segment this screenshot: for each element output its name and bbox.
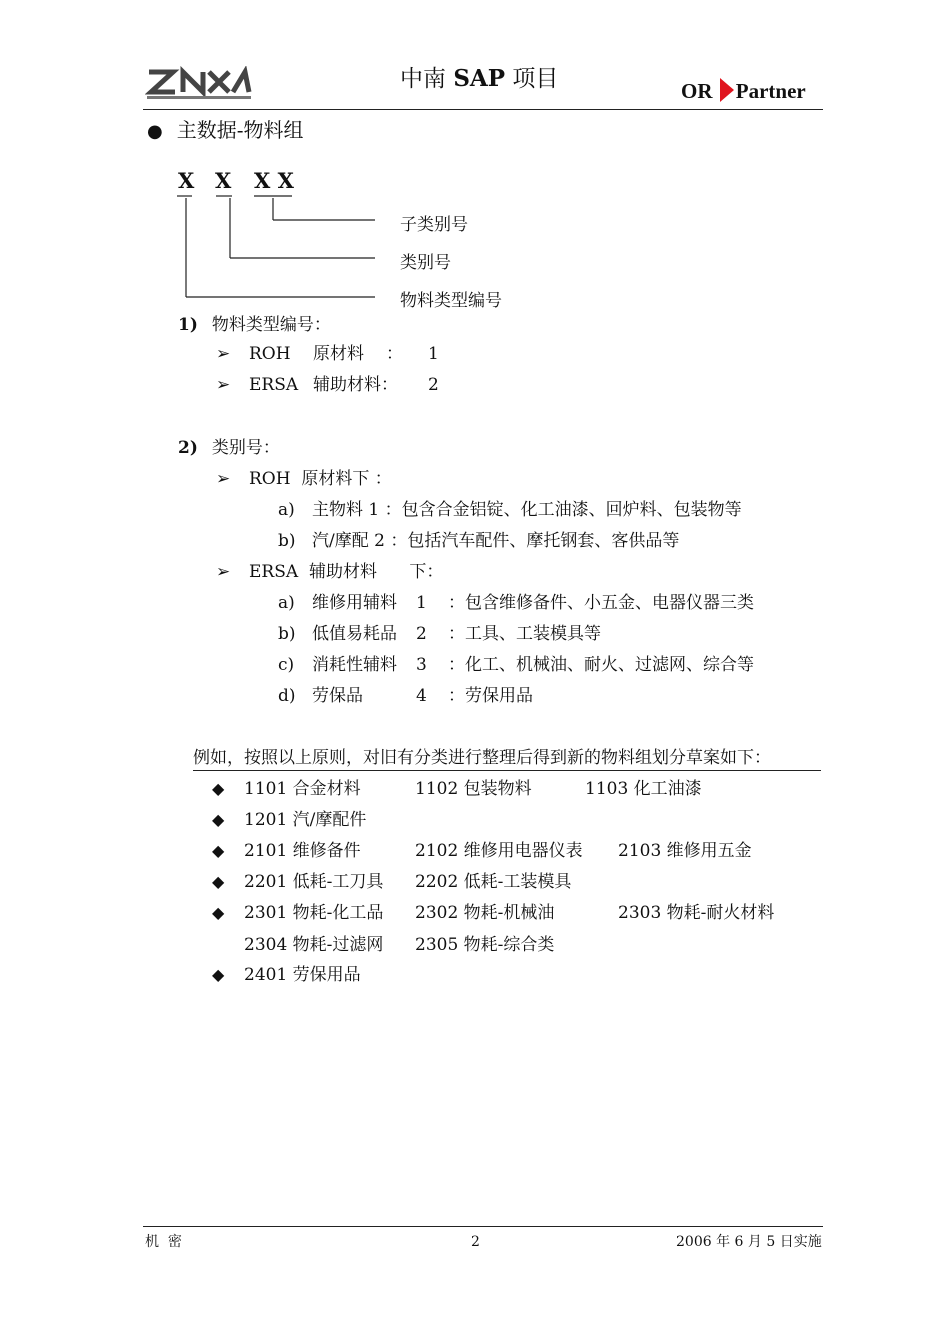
- item-num: 1: [416, 593, 427, 613]
- group-cell: 2202 低耗-工装模具: [415, 872, 572, 892]
- legend-category: 类别号: [400, 253, 451, 273]
- item-num: 2: [416, 624, 427, 644]
- item-letter: d): [278, 686, 296, 706]
- or-logo-text: OR: [681, 79, 713, 103]
- group-cell: 2302 物耗-机械油: [415, 903, 555, 923]
- item-letter: a): [278, 593, 295, 613]
- group-cell: 2102 维修用电器仪表: [415, 841, 583, 861]
- item-text: 汽/摩配 2 ：包括汽车配件、摩托钢套、客供品等: [312, 531, 680, 551]
- roh-item: [278, 500, 742, 520]
- arrow-bullet-icon: ➢: [216, 562, 231, 582]
- ersa-item: [278, 593, 754, 613]
- item-num: 4: [416, 686, 427, 706]
- example-intro: 例如，按照以上原则，对旧有分类进行整理后得到新的物料组划分草案如下：: [193, 748, 771, 768]
- footer-rule: [143, 1226, 823, 1227]
- item-num: 3: [416, 655, 427, 675]
- header-title-prefix: 中南: [400, 66, 454, 92]
- ersa-item: [278, 686, 533, 706]
- group-cell: 2303 物耗-耐火材料: [618, 903, 775, 923]
- item-name: 原材料: [313, 344, 364, 364]
- code-connector-lines: [170, 170, 530, 310]
- red-arrow-icon: [718, 78, 736, 102]
- part1-item: [216, 344, 439, 364]
- code-x-type: X: [178, 168, 195, 193]
- example-intro-underline: [193, 770, 821, 771]
- item-code: ROH: [249, 344, 291, 364]
- roh-item: [278, 531, 680, 551]
- diamond-bullet-icon: ◆: [212, 965, 225, 984]
- part1-title: 物料类型编号：: [211, 315, 331, 335]
- group-row: [212, 903, 812, 923]
- arrow-bullet-icon: ➢: [216, 469, 231, 489]
- ersa-group-heading: [216, 562, 444, 582]
- group-heading-text: ERSA 辅助材料 下：: [249, 562, 444, 582]
- code-x-subcategory: X X: [254, 168, 294, 193]
- group-cell: 1101 合金材料: [244, 779, 361, 799]
- item-desc: ：化工、机械油、耐火、过滤网、综合等: [448, 655, 754, 675]
- group-cell: 1103 化工油漆: [585, 779, 702, 799]
- ersa-item: [278, 624, 601, 644]
- diamond-bullet-icon: ◆: [212, 779, 225, 798]
- group-cell: 2304 物耗-过滤网: [244, 935, 384, 955]
- item-name: 维修用辅料: [312, 593, 397, 613]
- group-cell: 2201 低耗-工刀具: [244, 872, 384, 892]
- header-rule: [143, 109, 823, 110]
- page-header-title: [400, 64, 558, 94]
- item-desc: ：工具、工装模具等: [448, 624, 601, 644]
- item-name: 消耗性辅料: [312, 655, 397, 675]
- group-cell: 2305 物耗-综合类: [415, 935, 555, 955]
- group-cell: 2101 维修备件: [244, 841, 361, 861]
- group-cell: 1102 包装物料: [415, 779, 532, 799]
- footer-page-number: 2: [471, 1234, 480, 1250]
- item-desc: ：包含维修备件、小五金、电器仪器三类: [448, 593, 754, 613]
- roh-group-heading: [216, 469, 392, 489]
- footer-effective-date: 2006 年 6 月 5 日实施: [676, 1234, 822, 1250]
- header-title-suffix: 项目: [505, 66, 559, 92]
- item-value: 1: [428, 344, 439, 364]
- item-letter: c): [278, 655, 295, 675]
- item-code: ERSA: [249, 375, 299, 395]
- item-letter: b): [278, 624, 296, 644]
- arrow-bullet-icon: ➢: [216, 375, 231, 395]
- ersa-item: [278, 655, 754, 675]
- code-x-category: X: [215, 168, 232, 193]
- group-cell: 2401 劳保用品: [244, 965, 361, 985]
- group-cell: 2103 维修用五金: [618, 841, 752, 861]
- partner-logo-text: Partner: [735, 79, 806, 103]
- item-sep: ：: [386, 344, 403, 364]
- part1-number: 1): [178, 315, 198, 335]
- legend-material-type: 物料类型编号: [400, 291, 502, 311]
- group-row: [212, 841, 812, 861]
- part2-heading: [178, 438, 280, 458]
- diamond-bullet-icon: ◆: [212, 872, 225, 891]
- item-name: 劳保品: [312, 686, 363, 706]
- bullet-dot-icon: ●: [147, 121, 163, 142]
- arrow-bullet-icon: ➢: [216, 344, 231, 364]
- item-value: 2: [428, 375, 439, 395]
- group-cell: 1201 汽/摩配件: [244, 810, 367, 830]
- diamond-bullet-icon: ◆: [212, 841, 225, 860]
- group-row: [212, 872, 812, 892]
- part1-item: [216, 375, 439, 395]
- group-row: [212, 810, 812, 830]
- item-text: 主物料 1 ：包含合金铝锭、化工油漆、回炉料、包装物等: [312, 500, 742, 520]
- group-cell: 2301 物耗-化工品: [244, 903, 384, 923]
- section-heading: [147, 117, 303, 145]
- or-partner-logo: [681, 78, 806, 103]
- item-name: 辅助材料：: [313, 375, 398, 395]
- group-row: [212, 965, 812, 985]
- footer-confidential: 机 密: [145, 1234, 182, 1250]
- header-title-sap: SAP: [453, 65, 506, 92]
- item-name: 低值易耗品: [312, 624, 397, 644]
- znx-logo: [145, 66, 253, 104]
- part1-heading: [178, 315, 331, 335]
- diamond-bullet-icon: ◆: [212, 810, 225, 829]
- item-letter: b): [278, 531, 296, 551]
- item-letter: a): [278, 500, 295, 520]
- legend-subcategory: 子类别号: [400, 215, 468, 235]
- item-desc: ：劳保用品: [448, 686, 533, 706]
- group-row: [212, 779, 812, 799]
- part2-number: 2): [178, 438, 198, 458]
- group-heading-text: ROH 原材料下 ：: [249, 469, 392, 489]
- part2-title: 类别号：: [211, 438, 280, 458]
- section-title-text: 主数据-物料组: [176, 118, 304, 142]
- diamond-bullet-icon: ◆: [212, 903, 225, 922]
